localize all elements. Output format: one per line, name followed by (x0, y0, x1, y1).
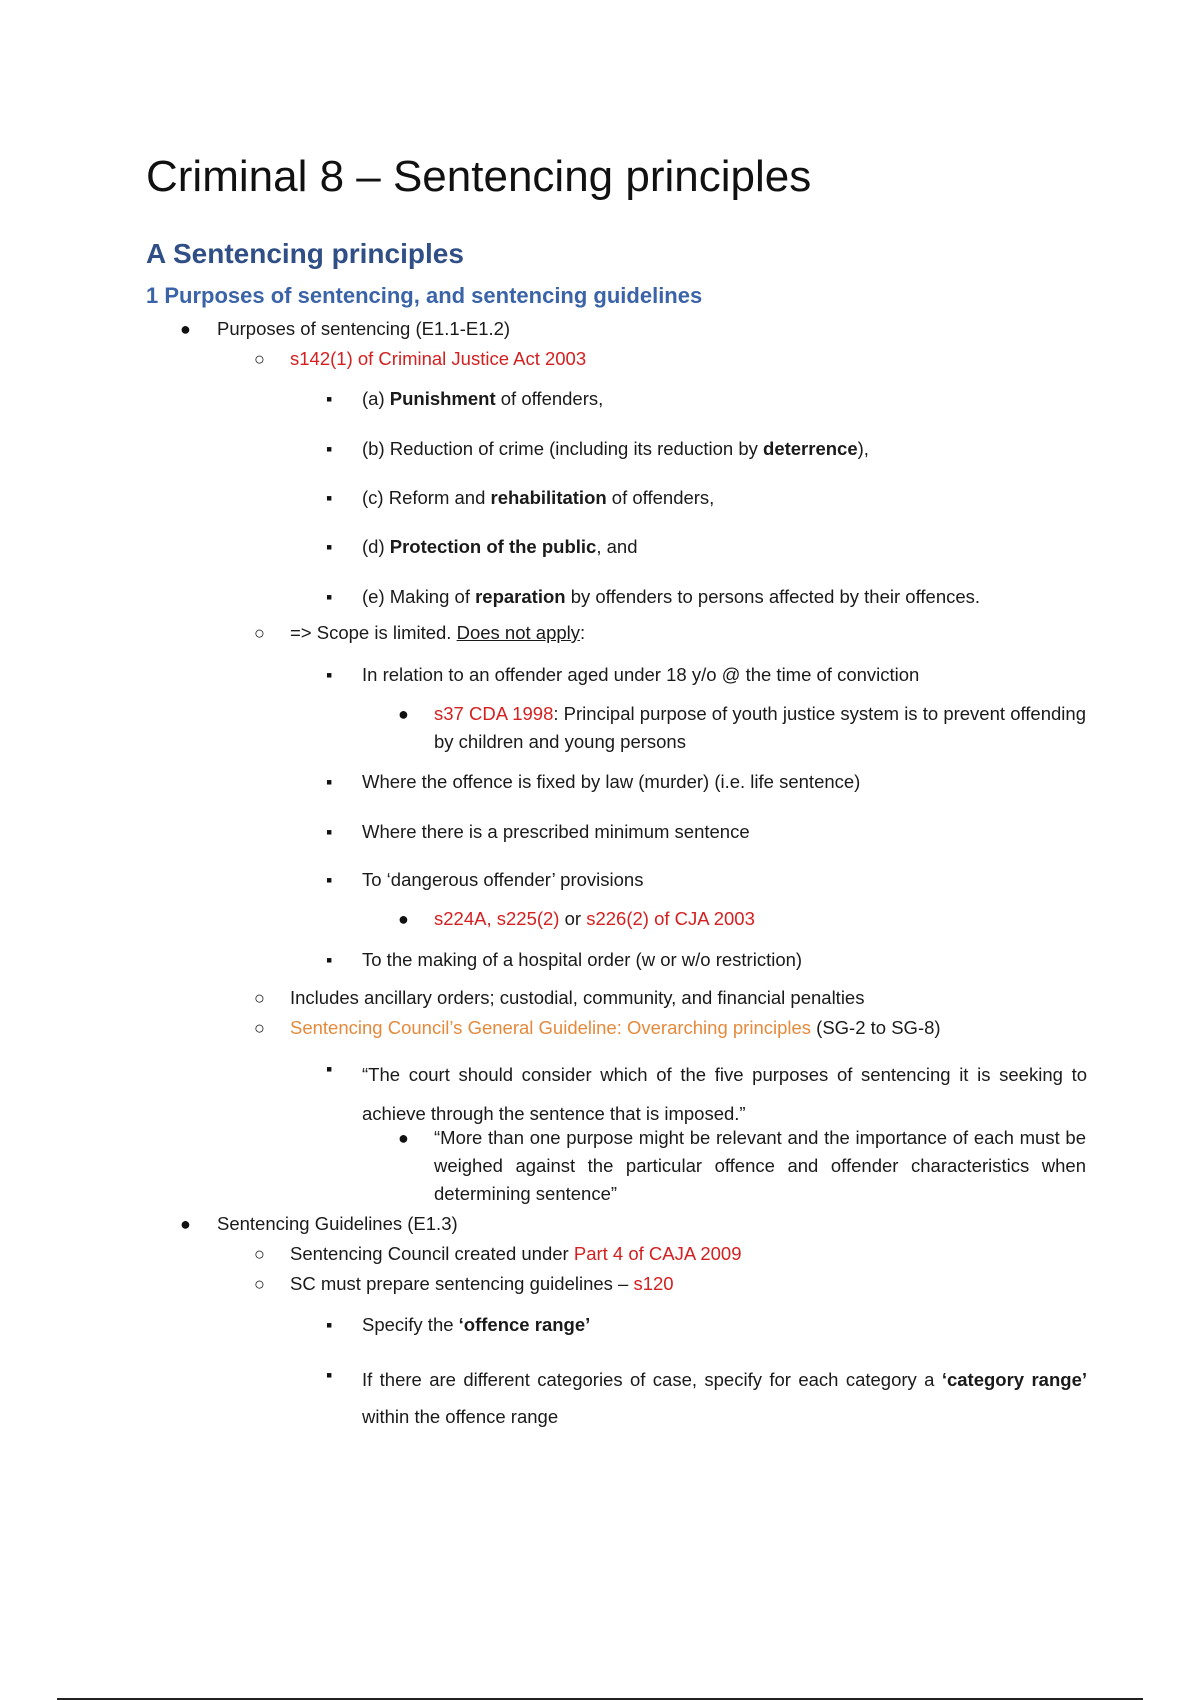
bullet-square-icon: ▪ (326, 1315, 333, 1335)
list-item-purpose-a: (a) Punishment of offenders, (362, 388, 604, 409)
bullet-square-icon: ▪ (326, 1059, 333, 1079)
bullet-circle-icon: ○ (254, 1018, 265, 1038)
list-item-purpose-b: (b) Reduction of crime (including its reduction by deterrence), (362, 438, 869, 459)
bullet-square-icon: ▪ (326, 772, 333, 792)
bullet-square-icon: ▪ (326, 822, 333, 842)
list-item-purpose-e: (e) Making of reparation by offenders to persons affected by their offences. (362, 586, 981, 607)
list-item-fixed-by-law: Where the offence is fixed by law (murder) (i.e. life sentence) (362, 771, 861, 792)
bullet-square-icon: ▪ (326, 389, 333, 409)
list-item-cda: s37 CDA 1998: Principal purpose of youth justice system is to prevent offending by children and young persons (434, 703, 1086, 752)
bullet-square-icon: ▪ (326, 1365, 333, 1385)
bullet-dot-icon: ● (398, 704, 409, 724)
list-item-under18: In relation to an offender aged under 18 y/o @ the time of conviction (362, 664, 920, 685)
section-heading-a: A Sentencing principles (146, 238, 464, 269)
statute-ref-s142: s142(1) of Criminal Justice Act 2003 (290, 348, 587, 369)
bullet-square-icon: ▪ (326, 488, 333, 508)
bullet-circle-icon: ○ (254, 988, 265, 1008)
list-item-guideline: Sentencing Council’s General Guideline: Overarching principles (SG-2 to SG-8) (290, 1017, 941, 1038)
bullet-dot-icon: ● (180, 1214, 191, 1234)
list-item-purpose-c: (c) Reform and rehabilitation of offenders, (362, 487, 715, 508)
list-item-court-quote: “The court should consider which of the five purposes of sentencing it is seeking to achieve through the sentence that is imposed.” (362, 1064, 1087, 1124)
bullet-square-icon: ▪ (326, 439, 333, 459)
bullet-square-icon: ▪ (326, 587, 333, 607)
bullet-square-icon: ▪ (326, 950, 333, 970)
bullet-circle-icon: ○ (254, 1244, 265, 1264)
list-item-purpose-d: (d) Protection of the public, and (362, 536, 638, 557)
bullet-square-icon: ▪ (326, 537, 333, 557)
list-item-council: Sentencing Council created under Part 4 of CAJA 2009 (290, 1243, 742, 1264)
list-item-scope: => Scope is limited. Does not apply: (290, 622, 586, 643)
list-item-dangerous: To ‘dangerous offender’ provisions (362, 869, 644, 890)
bullet-circle-icon: ○ (254, 1274, 265, 1294)
list-item-more-quote: “More than one purpose might be relevant and the importance of each must be weighed against the particular offence and offender characteristics when determining sentence” (434, 1127, 1086, 1204)
bullet-dot-icon: ● (398, 1128, 409, 1148)
list-item-ancillary: Includes ancillary orders; custodial, community, and financial penalties (290, 987, 865, 1008)
list-item-hospital: To the making of a hospital order (w or w/o restriction) (362, 949, 803, 970)
list-item-dangerous-refs: s224A, s225(2) or s226(2) of CJA 2003 (434, 908, 755, 929)
list-item-purposes: Purposes of sentencing (E1.1-E1.2) (217, 318, 511, 339)
subsection-heading-1: 1 Purposes of sentencing, and sentencing guidelines (146, 283, 703, 308)
bullet-circle-icon: ○ (254, 349, 265, 369)
list-item-sc-must: SC must prepare sentencing guidelines – s120 (290, 1273, 674, 1294)
bullet-circle-icon: ○ (254, 623, 265, 643)
list-item-offence-range: Specify the ‘offence range’ (362, 1314, 591, 1335)
list-item-guidelines: Sentencing Guidelines (E1.3) (217, 1213, 458, 1234)
bullet-dot-icon: ● (180, 319, 191, 339)
page-title: Criminal 8 – Sentencing principles (146, 152, 812, 201)
list-item-prescribed-min: Where there is a prescribed minimum sentence (362, 821, 750, 842)
list-item-category-range: If there are different categories of case, specify for each category a ‘category range’ within the offence range (362, 1369, 1088, 1427)
bullet-dot-icon: ● (398, 909, 409, 929)
bullet-square-icon: ▪ (326, 870, 333, 890)
bullet-square-icon: ▪ (326, 665, 333, 685)
